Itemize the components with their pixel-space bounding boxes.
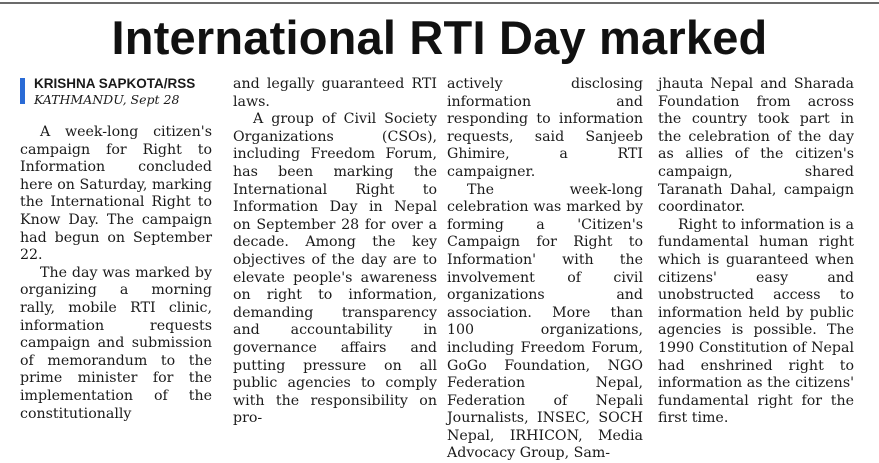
- byline-dateline: KATHMANDU, Sept 28: [34, 92, 180, 107]
- byline: [20, 76, 212, 114]
- column-4: [658, 76, 854, 427]
- headline: International RTI Day marked: [111, 11, 768, 64]
- paragraph: A week-long citizen's campaign for Right to Information concluded here on Saturday, marking the International Right to Know Day. The campaign had begun on September 22.: [20, 124, 212, 264]
- byline-accent-bar: [20, 78, 25, 104]
- column-1: [20, 76, 212, 422]
- column-3: [447, 76, 643, 462]
- paragraph: actively disclosing information and responding to information requests, said Sanjeeb Ghimire, a RTI campaigner.: [447, 76, 643, 180]
- column-2: [233, 76, 437, 427]
- paragraph: A group of Civil Society Organizations (CSOs), including Freedom Forum, has been marking the International Right to Information Day in Nepal on September 28 for over a decade. Among the key objectives of the day are to elevate people's awareness on right to information, demanding transparency and accountability in governance affairs and putting pressure on all public agencies to comply with the responsibility on pro-: [233, 111, 437, 427]
- paragraph: and legally guaranteed RTI laws.: [233, 76, 437, 110]
- byline-author: KRISHNA SAPKOTA/RSS: [34, 76, 196, 91]
- top-rule: [0, 2, 879, 4]
- paragraph: jhauta Nepal and Sharada Foundation from across the country took part in the celebration of the day as allies of the citizen's campaign, shared Taranath Dahal, campaign coordinator.: [658, 76, 854, 216]
- paragraph: The week-long celebration was marked by forming a 'Citizen's Campaign for Right to Information' with the involvement of civil organizations and association. More than 100 organizations, including Freedom Forum, GoGo Foundation, NGO Federation Nepal, Federation of Nepali Journalists, INSEC, SOCH Nepal, IRHICON, Media Advocacy Group, Sam-: [447, 181, 643, 462]
- paragraph: The day was marked by organizing a morning rally, mobile RTI clinic, information requests campaign and submission of memorandum to the prime minister for the implementation of the constitutionally: [20, 264, 212, 422]
- paragraph: Right to information is a fundamental human right which is guaranteed when citizens' easy and unobstructed access to information held by public agencies is possible. The 1990 Constitution of Nepal had enshrined right to information as the citizens' fundamental right for the first time.: [658, 216, 854, 427]
